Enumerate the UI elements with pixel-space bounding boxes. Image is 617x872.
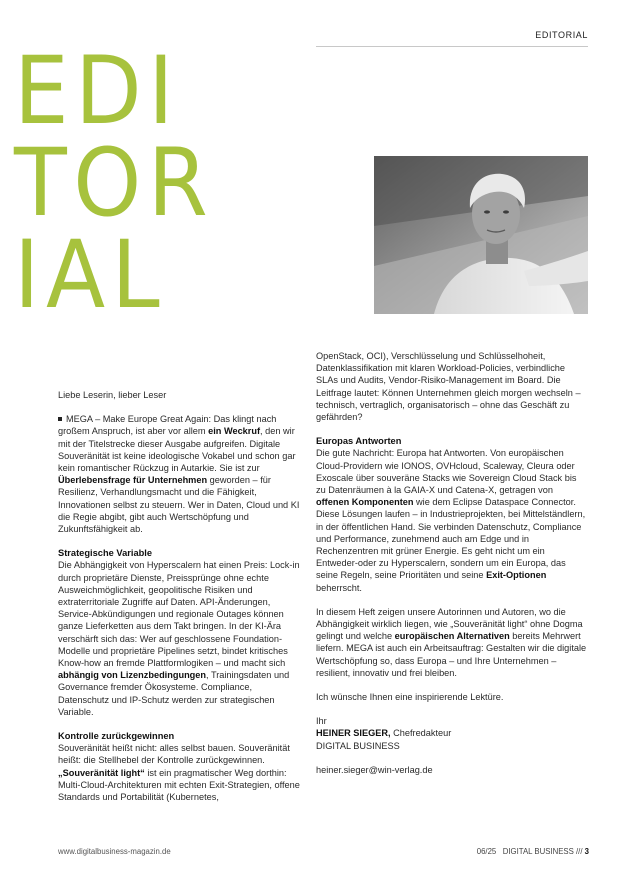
paragraph-in-diesem-heft: In diesem Heft zeigen unsere Autorinnen und Autoren, wo die Abhängigkeit wirklich liegen, wie „Souveränität light“ ohne Dogma gelingt und welche europäischen Alternativen bereits Mehrwert liefern. MEGA ist auch ein Arbeitsauftrag: Gestalten wir die digitale Wertschöpfung so, dass Europa – und Ihre Unternehmen – resilient, innovativ und frei bleiben. <box>316 606 587 678</box>
left-column <box>58 389 304 803</box>
paragraph-strategische-variable: Die Abhängigkeit von Hyperscalern hat einen Preis: Lock-in durch proprietäre Dienste, Preissprünge ohne echte Ausweichmöglichkeit, geopolitische Risiken und extraterritoriale Zugriffe auf Daten. API-Änderungen, Service-Abkündigungen und regionale Outages können ganze Lieferketten aus dem Takt bringen. In der KI-Ära verschärft sich das: Wer auf geschlossene Foundation-Modelle und proprietäre Pipelines setzt, bindet kritisches Know-how an fremde Plattformlogiken – und macht sich abhängig von Lizenzbedingungen, Trainingsdaten und Governance fremder Ökosysteme. Compliance, Datenschutz und IP-Schutz werden zur strategischen Variable. <box>58 560 300 717</box>
title-line-3: IAL <box>14 221 167 330</box>
title-line-2: TOR <box>14 129 215 238</box>
footer-issue: 06/25 <box>476 847 497 856</box>
author-email-link[interactable]: heiner.sieger@win-verlag.de <box>316 764 433 775</box>
paragraph-kontrolle: Souveränität heißt nicht: alles selbst bauen. Souveränität heißt: die Stellhebel der Kontrolle zurückgewinnen. „Souveränität light“ ist ein pragmatischer Weg dorthin: Multi-Cloud-Architekturen mit echten Exit-Strategien, offene Standards und Portabilität (Kubernetes, <box>58 743 300 803</box>
footer-website-link[interactable]: www.digitalbusiness-magazin.de <box>58 847 171 856</box>
editorial-title <box>14 37 215 330</box>
signature-name-line <box>316 727 588 739</box>
section-label: EDITORIAL <box>535 30 588 40</box>
heading-europas-antworten: Europas Antworten <box>316 436 402 447</box>
author-portrait-photo <box>374 156 588 314</box>
signature-ihr: Ihr <box>316 716 327 727</box>
page-number: 3 <box>584 847 589 856</box>
title-line-1: EDI <box>14 37 181 146</box>
paragraph-europas-antworten: Die gute Nachricht: Europa hat Antworten. Von europäischen Cloud-Providern wie IONOS, OVHcloud, Scaleway, Cleura oder Exoscale über souveräne Stacks wie Sovereign Cloud Stack bis zu Datenräumen à la GAIA-X und Catena-X, getragen von offenen Komponenten wie dem Eclipse Dataspace Connector. Diese Lösungen laufen – in Industrieprojekten, bei Mittelständlern, in der öffentlichen Hand. Sie verbinden Datenschutz, Compliance und Performance, zunehmend auch am Edge und in Rechenzentren mit grüner Energie. Es geht nicht um ein Entweder-oder zu Hyperscalern, sondern um ein Europa, das seine Regeln, seine Prioritäten und seine Exit-Optionen beherrscht. <box>316 448 586 593</box>
signature-company: DIGITAL BUSINESS <box>316 740 400 751</box>
closing-wish: Ich wünsche Ihnen eine inspirierende Lektüre. <box>316 692 504 703</box>
footer-issue-info <box>0 847 589 856</box>
paragraph-continued: OpenStack, OCI), Verschlüsselung und Schlüsselhoheit, Datenklassifikation mit klaren Workload-Policies, verbindliche SLAs und Audits, Vendor-Risiko-Management im Board. Die Leitfrage lautet: Können Unternehmen gleich morgen wechseln – technisch, vertraglich, organisatorisch – ohne das Geschäft zu gefährden? <box>316 351 581 423</box>
header-divider <box>316 46 588 47</box>
signature-role: Chefredakteur <box>390 728 452 739</box>
right-column <box>316 350 588 776</box>
footer-magazine: DIGITAL BUSINESS <box>502 847 574 856</box>
signature-name: HEINER SIEGER, <box>316 728 391 739</box>
heading-kontrolle-zurueckgewinnen: Kontrolle zurückgewinnen <box>58 731 175 742</box>
bullet-square-icon <box>58 417 62 421</box>
intro-paragraph: MEGA – Make Europe Great Again: Das klingt nach großem Anspruch, ist aber vor allem ein Weckruf, den wir mit der Titelstrecke dieser Ausgabe aufgreifen. Digitale Souveränität ist keine ideologische Vokabel und schon gar kein romantischer Rückzug in Autarkie. Sie ist zur Überlebensfrage für Unternehmen geworden – für Resilienz, Verhandlungsmacht und die Fähigkeit, Innovationen selbst zu steuern. Wer in Daten, Cloud und KI die Regie abgibt, gibt auch Wertschöpfung und Zukunftsfähigkeit ab. <box>58 414 300 535</box>
salutation: Liebe Leserin, lieber Leser <box>58 390 167 400</box>
heading-strategische-variable: Strategische Variable <box>58 548 153 559</box>
footer-separator: /// <box>575 847 583 856</box>
